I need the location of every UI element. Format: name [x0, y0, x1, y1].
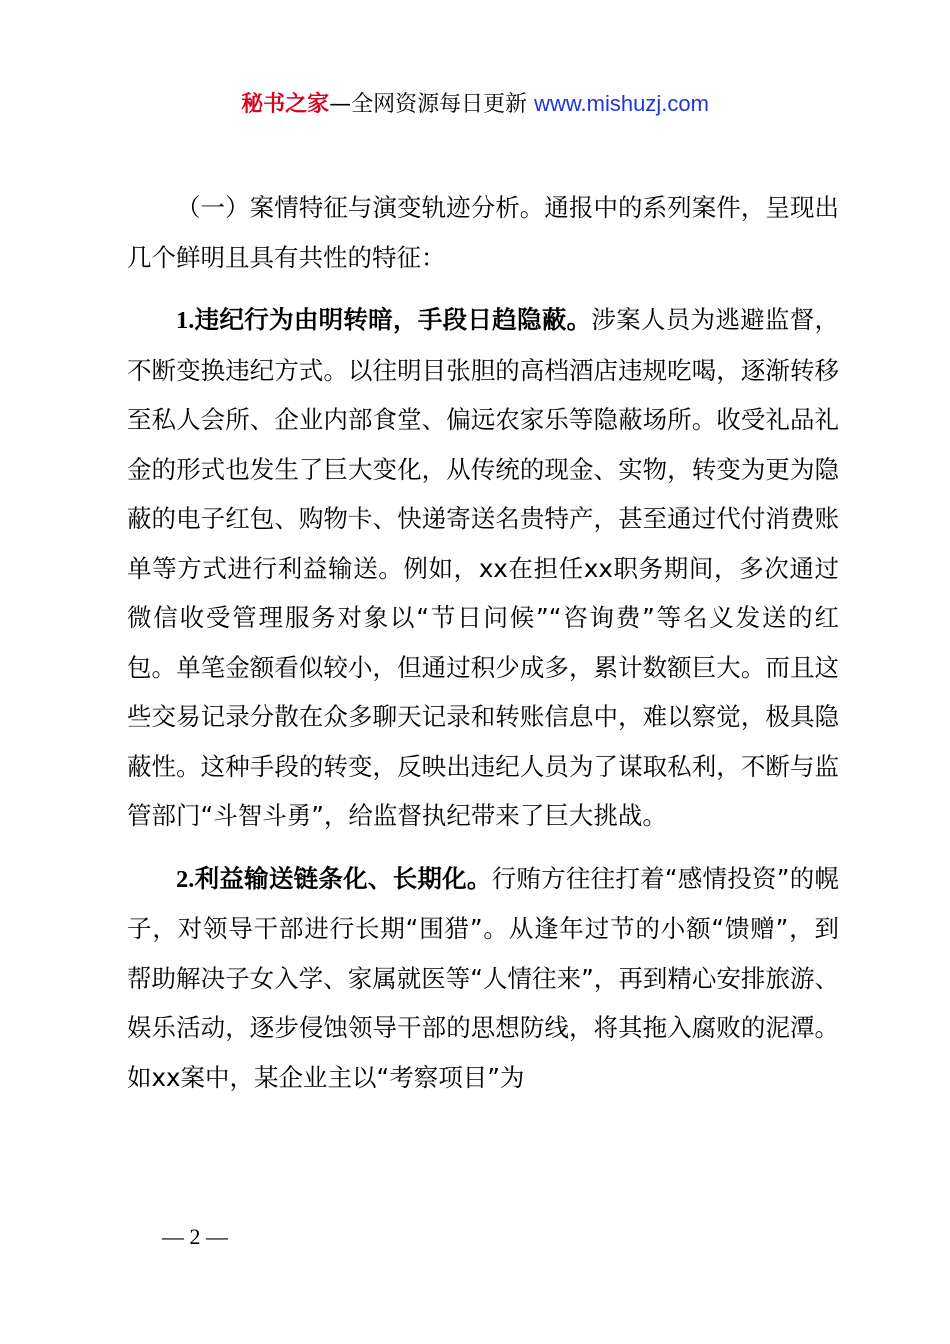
page-number: — 2 —	[162, 1224, 228, 1249]
point-body: 涉案人员为逃避监督，不断变换违纪方式。以往明目张胆的高档酒店违规吃喝，逐渐转移至私人会所、企业内部食堂、偏远农家乐等隐蔽场所。收受礼品礼金的形式也发生了巨大变化，从传统的现金、实物，转变为更为隐蔽的电子红包、购物卡、快递寄送名贵特产，甚至通过代付消费账单等方式进行利益输送。例如，xx在担任xx职务期间，多次通过微信收受管理服务对象以“节日问候”“咨询费”等名义发送的红包。单笔金额看似较小，但通过积少成多，累计数额巨大。而且这些交易记录分散在众多聊天记录和转账信息中，难以察觉，极具隐蔽性。这种手段的转变，反映出违纪人员为了谋取私利，不断与监管部门“斗智斗勇”，给监督执纪带来了巨大挑战。	[127, 305, 839, 830]
section-heading-paragraph: （一）案情特征与演变轨迹分析。通报中的系列案件，呈现出几个鲜明且具有共性的特征：	[127, 193, 839, 272]
point-title: 违纪行为由明转暗，手段日趋隐蔽。	[194, 305, 592, 334]
point-paragraph-1	[127, 295, 839, 841]
point-number: 1.	[176, 307, 195, 334]
point-title: 利益输送链条化、长期化。	[194, 863, 492, 893]
site-url-link[interactable]: www.mishuzj.com	[534, 91, 709, 116]
point-number: 2.	[176, 865, 195, 893]
brand-name: 秘书之家	[241, 92, 330, 117]
point-paragraph-2	[127, 854, 839, 1103]
page-header	[0, 86, 950, 123]
document-body	[127, 183, 839, 1102]
point-body: 行贿方往往打着“感情投资”的幌子，对领导干部进行长期“围猎”。从逢年过节的小额“馈赠”，到帮助解决子女入学、家属就医等“人情往来”，再到精心安排旅游、娱乐活动，逐步侵蚀领导干部的思想防线，将其拖入腐败的泥潭。如xx案中，某企业主以“考察项目”为	[127, 863, 840, 1092]
header-tagline: —全网资源每日更新	[329, 92, 535, 117]
